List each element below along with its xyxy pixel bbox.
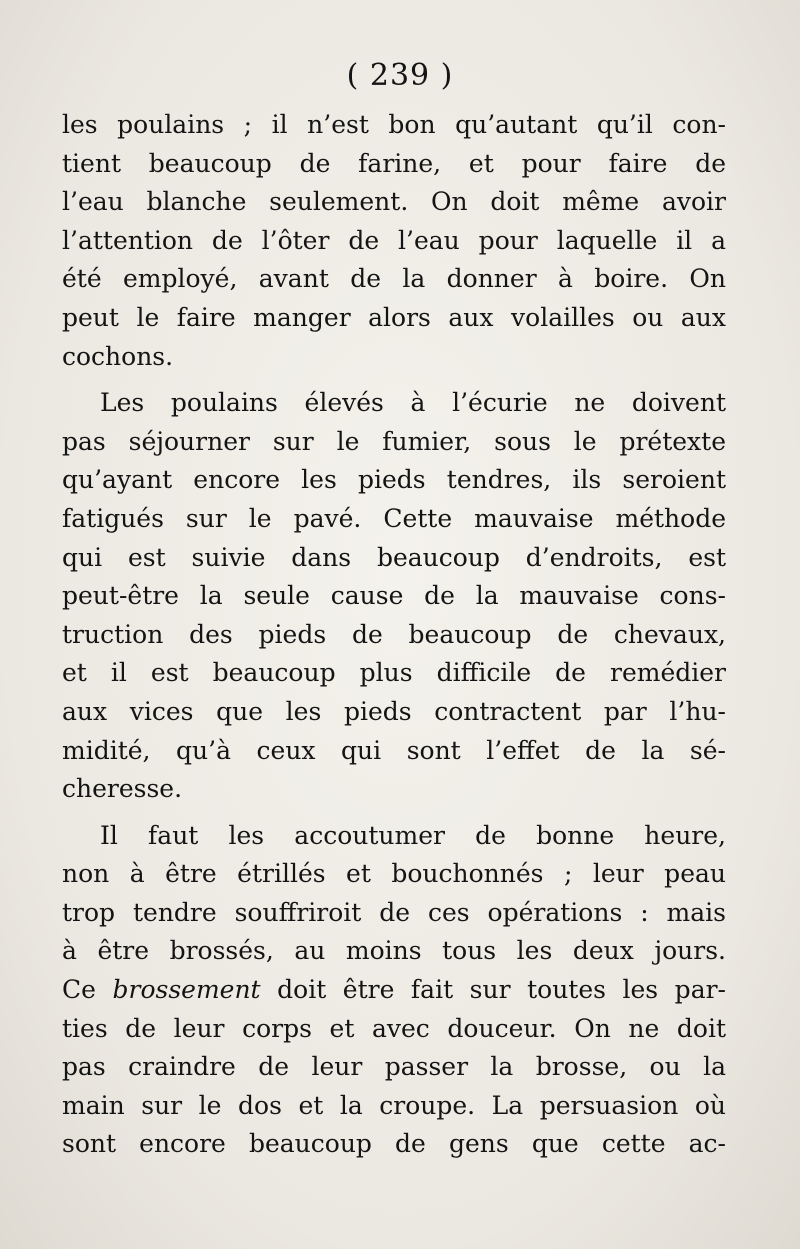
text-line: truction des pieds de beaucoup de chevaux, — [62, 619, 726, 649]
text-line: qui est suivie dans beaucoup d’endroits, est — [62, 542, 726, 572]
page-number: ( 239 ) — [346, 58, 454, 93]
text-line: ties de leur corps et avec douceur. On ne doit — [62, 1013, 726, 1043]
text-line: main sur le dos et la croupe. La persuasion où — [62, 1090, 726, 1120]
paragraph-3 — [62, 817, 726, 1164]
text-line: cochons. — [62, 341, 174, 371]
paragraph-2 — [62, 384, 726, 809]
text-line: à être brossés, au moins tous les deux jours. — [62, 936, 726, 966]
text-line: non à être étrillés et bouchonnés ; leur peau — [62, 859, 726, 889]
text-line: Ce brossement doit être fait sur toutes les par- — [62, 975, 726, 1005]
text-line: aux vices que les pieds contractent par l’hu- — [62, 696, 726, 726]
text-line: pas séjourner sur le fumier, sous le prétexte — [62, 426, 726, 456]
paragraph-1 — [62, 106, 726, 376]
italic-word: brossement — [112, 975, 261, 1005]
text-line: l’eau blanche seulement. On doit même avoir — [62, 187, 726, 217]
text-line: cheresse. — [62, 774, 183, 804]
text-line: tient beaucoup de farine, et pour faire de — [62, 148, 726, 178]
text-line: fatigués sur le pavé. Cette mauvaise méthode — [62, 503, 726, 533]
text-line: peut-être la seule cause de la mauvaise cons- — [62, 581, 726, 611]
text-line: midité, qu’à ceux qui sont l’effet de la sé- — [62, 735, 726, 765]
body-text — [62, 106, 726, 1164]
text-line: Il faut les accoutumer de bonne heure, — [100, 820, 726, 850]
text-line: et il est beaucoup plus difficile de remédier — [62, 658, 726, 688]
text-line: pas craindre de leur passer la brosse, ou la — [62, 1052, 726, 1082]
text-line: trop tendre souffriroit de ces opérations : mais — [62, 897, 726, 927]
text-line: sont encore beaucoup de gens que cette ac- — [62, 1129, 726, 1159]
text-line: été employé, avant de la donner à boire. On — [62, 264, 726, 294]
text-line: Les poulains élevés à l’écurie ne doivent — [100, 388, 726, 418]
text-line: peut le faire manger alors aux volailles ou aux — [62, 302, 726, 332]
text-line: les poulains ; il n’est bon qu’autant qu’il con- — [62, 110, 726, 139]
text-line: l’attention de l’ôter de l’eau pour laquelle il a — [62, 225, 726, 255]
text-line: qu’ayant encore les pieds tendres, ils seroient — [62, 465, 726, 495]
